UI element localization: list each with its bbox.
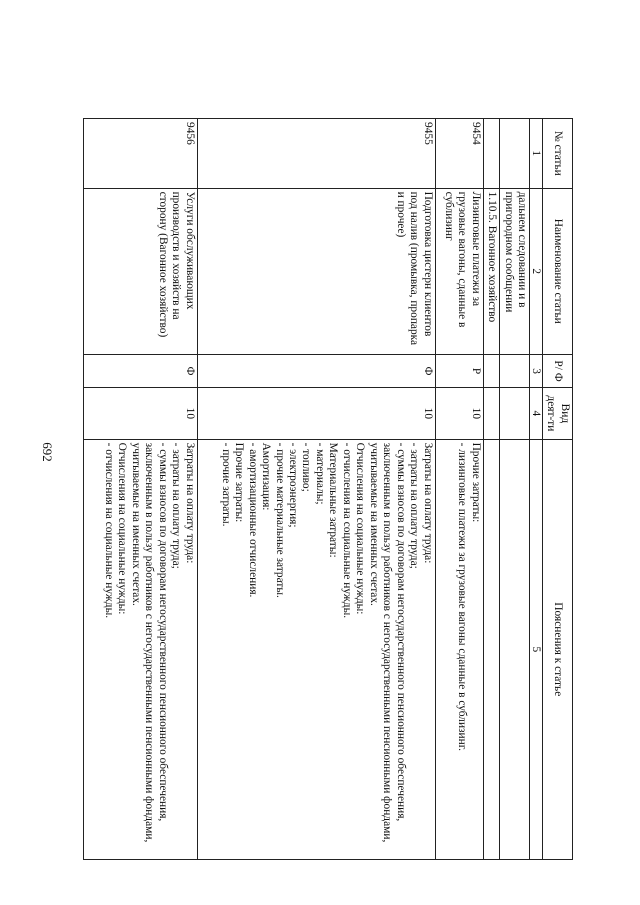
note-line: - отчисления на социальные нужды. xyxy=(340,442,353,619)
note-line: Затраты на оплату труда: xyxy=(183,442,196,564)
note-line: заключенным в пользу работников с негосударственными пенсионными фондами, xyxy=(143,442,156,843)
column-number-row xyxy=(530,119,543,860)
articles-table xyxy=(83,118,573,860)
note-line: - прочие материальные затраты. xyxy=(273,442,286,598)
note-line: Затраты на оплату труда: xyxy=(421,442,434,564)
article-name-cell: Услуги обслуживающих производств и хозяйств на сторону (Вагонное хозяйство) xyxy=(84,188,198,354)
note-line: Прочие затраты: xyxy=(469,442,482,523)
note-line: учитываемые на именных счетах. xyxy=(367,442,380,606)
note-line: - затраты на оплату труда; xyxy=(408,442,421,569)
note-line: Материальные затраты: xyxy=(327,442,340,558)
note-line: Отчисления на социальные нужды: xyxy=(116,442,129,615)
activity-type-cell: 10 xyxy=(197,388,435,439)
notes-cell xyxy=(500,439,530,859)
note-line: - затраты на оплату труда; xyxy=(170,442,183,569)
rf-cell: Ф xyxy=(84,354,198,387)
article-number-cell: 9454 xyxy=(435,119,483,189)
column-number: 5 xyxy=(530,439,543,859)
notes-cell xyxy=(483,439,499,859)
note-line: Прочие затраты: xyxy=(233,442,246,523)
article-number-cell: 9456 xyxy=(84,119,198,189)
note-line: Отчисления на социальные нужды: xyxy=(354,442,367,615)
note-line: - прочие затраты. xyxy=(219,442,232,527)
article-number-cell: 9455 xyxy=(197,119,435,189)
note-line: - суммы взносов по договорам негосударственного пенсионного обеспечения, xyxy=(156,442,169,822)
article-number-cell xyxy=(500,119,530,189)
rf-cell xyxy=(500,354,530,387)
page-number: 692 xyxy=(40,442,55,462)
section-title-cell: 1.10.5. Вагонное хозяйство xyxy=(483,188,499,354)
activity-type-cell: 10 xyxy=(84,388,198,439)
header-activity-type: Вид деят-ти xyxy=(543,388,573,439)
article-name-cell: Лизинговые платежи за грузовые вагоны, сданные в сублизинг xyxy=(435,188,483,354)
notes-cell xyxy=(197,439,435,859)
table-row xyxy=(435,119,483,860)
header-notes: Пояснения к статье xyxy=(543,439,573,859)
note-line: - электроэнергия; xyxy=(287,442,300,528)
notes-cell xyxy=(84,439,198,859)
note-line: Амортизация: xyxy=(260,442,273,511)
column-number: 2 xyxy=(530,188,543,354)
table-row xyxy=(500,119,530,860)
article-number-cell xyxy=(483,119,499,189)
activity-type-cell xyxy=(500,388,530,439)
article-name-cell: Подготовка цистерн клиентов под налив (промывка, пропарка и прочее) xyxy=(197,188,435,354)
header-rf: Р/ Ф xyxy=(543,354,573,387)
note-line: - материалы; xyxy=(313,442,326,505)
rf-cell: Р xyxy=(435,354,483,387)
note-line: - отчисления на социальные нужды. xyxy=(102,442,115,619)
note-line: - суммы взносов по договорам негосударственного пенсионного обеспечения, xyxy=(394,442,407,822)
note-line: - лизинговые платежи за грузовые вагоны сданные в сублизинг. xyxy=(456,442,469,751)
column-number: 3 xyxy=(530,354,543,387)
column-number: 4 xyxy=(530,388,543,439)
activity-type-cell: 10 xyxy=(435,388,483,439)
table-header-row xyxy=(543,119,573,860)
note-line: - топливо; xyxy=(300,442,313,492)
article-name-cell: дальнем следовании и в пригородном сообщении xyxy=(500,188,530,354)
table-row xyxy=(483,119,499,860)
notes-cell xyxy=(435,439,483,859)
note-line: - амортизационные отчисления. xyxy=(246,442,259,598)
rf-cell: Ф xyxy=(197,354,435,387)
activity-type-cell xyxy=(483,388,499,439)
column-number: 1 xyxy=(530,119,543,189)
table-row xyxy=(84,119,198,860)
note-line: учитываемые на именных счетах. xyxy=(129,442,142,606)
rf-cell xyxy=(483,354,499,387)
header-article-name: Наименование статьи xyxy=(543,188,573,354)
note-line: заключенным в пользу работников с негосударственными пенсионными фондами, xyxy=(381,442,394,843)
table-row xyxy=(197,119,435,860)
header-article-number: № статьи xyxy=(543,119,573,189)
rotated-table-container xyxy=(83,118,573,860)
